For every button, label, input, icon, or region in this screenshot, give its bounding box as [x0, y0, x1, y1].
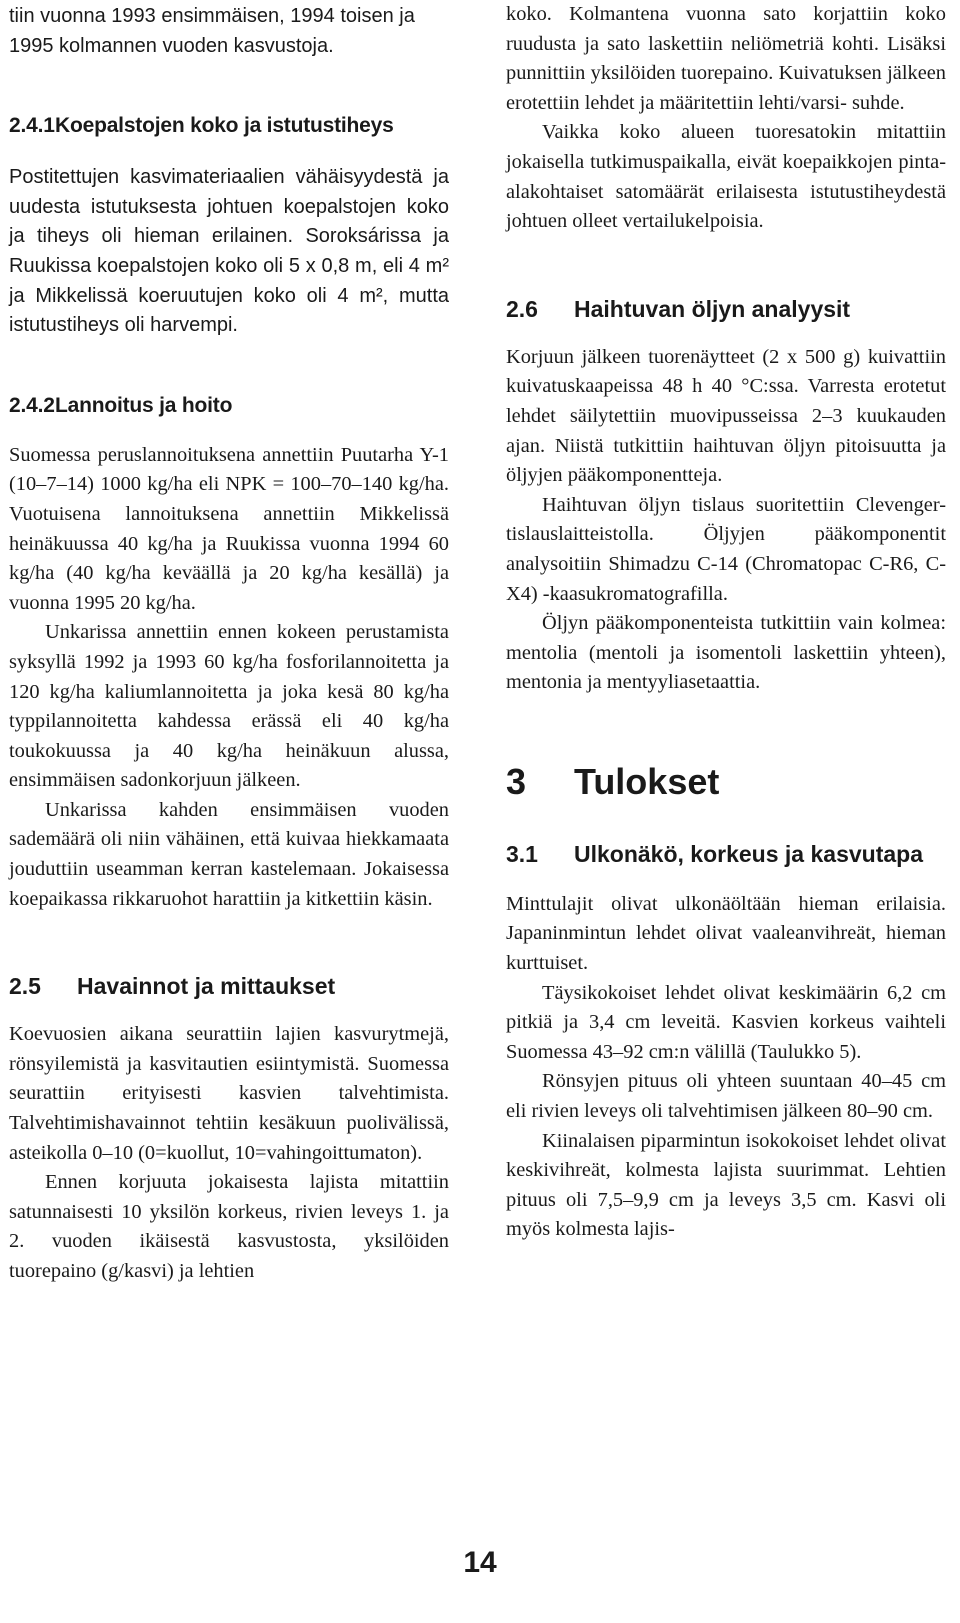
- section-number: 3.1: [506, 840, 538, 867]
- section-title: Haihtuvan öljyn analyysit: [574, 295, 851, 322]
- section-title: Ulkonäkö, korkeus ja kasvutapa: [574, 840, 923, 867]
- section-3-1-heading: [506, 838, 946, 870]
- left-column: [9, 0, 449, 1287]
- chapter-number: 3: [506, 760, 527, 802]
- section-2-5-heading: [9, 970, 449, 1002]
- section-2-4-2-heading: [9, 391, 449, 421]
- section-number: 2.6: [506, 295, 538, 322]
- section-2-4-1-paragraph: Postitettujen kasvimateriaalien vähäisyydestä ja uudesta istutuksesta johtuen koepalstojen koko ja tiheys oli hieman erilainen. Soroksárissa ja Ruukissa koepalstojen koko oli 5 x 0,8 m, eli 4 m² ja Mikkelissä koeruutujen koko oli 4 m², mutta istutustiheys oli harvempi.: [9, 166, 449, 337]
- section-number: 2.4.1: [9, 114, 55, 138]
- section-number: 2.5: [9, 973, 41, 1000]
- right-column: [506, 0, 946, 1245]
- section-2-6-paragraph-1: Korjuun jälkeen tuorenäytteet (2 x 500 g) kuivattiin kuivatuskaapeissa 48 h 40 °C:ssa. Varresta erotetut lehdet säilytettiin muovipusseissa 2–3 kuukauden ajan. Niistä tutkittiin haihtuvan öljyn pitoisuutta ja öljyjen pääkomponentteja.: [506, 345, 946, 487]
- page-number: 14: [463, 1546, 497, 1579]
- section-2-6-paragraph-2: Haihtuvan öljyn tislaus suoritettiin Clevenger-tislauslaitteistolla. Öljyjen pääkomponentit analysoitiin Shimadzu C-14 (Chromatopac C-R6, C-X4) -kaasukromatografilla.: [506, 493, 946, 605]
- section-3-1-paragraph-1: Minttulajit olivat ulkonäöltään hieman erilaisia. Japaninmintun lehdet olivat vaaleanvihreät, hieman kurttuiset.: [506, 892, 946, 975]
- section-2-6-paragraph-3: Öljyn pääkomponenteista tutkittiin vain kolmea: mentolia (mentoli ja isomentoli laskettiin yhteen), mentonia ja mentyyliasetaattia.: [506, 612, 946, 694]
- chapter-title: Tulokset: [574, 760, 720, 802]
- section-3-1-paragraph-4: Kiinalaisen piparmintun isokokoiset lehdet olivat keskivihreät, kolmesta lajista suurimmat. Lehtien pituus oli 7,5–9,9 cm ja leveys 3,5 cm. Kasvi oli myös kolmesta lajis-: [506, 1129, 946, 1241]
- section-3-1-paragraph-3: Rönsyjen pituus oli yhteen suuntaan 40–45 cm eli rivien leveys oli talvehtimisen jälkeen 80–90 cm.: [506, 1070, 946, 1123]
- section-2-5-paragraph-1: Koevuosien aikana seurattiin lajien kasvurytmejä, rönsyilemistä ja kasvitautien esiintymistä. Suomessa seurattiin erityisesti kasvien talvehtimista. Talvehtimishavainnot tehtiin kesäkuun puolivälissä, asteikolla 0–10 (0=kuollut, 10=vahingoittumaton).: [9, 1023, 449, 1164]
- section-title: Koepalstojen koko ja istutustiheys: [55, 114, 394, 138]
- continued-paragraph-2: Vaikka koko alueen tuoresatokin mitattiin jokaisella tutkimuspaikalla, eivät koepaikkojen pinta-alakohtaiset satomäärät erilaisesta istutustiheydestä johtuen olleet vertailukelpoisia.: [506, 121, 946, 233]
- section-2-4-1-heading: [9, 111, 449, 141]
- section-3-1-paragraph-2: Täysikokoiset lehdet olivat keskimäärin 6,2 cm pitkiä ja 3,4 cm leveitä. Kasvien korkeus vaihteli Suomessa 43–92 cm:n välillä (Taulukko 5).: [506, 981, 946, 1063]
- continued-paragraph-1: koko. Kolmantena vuonna sato korjattiin koko ruudusta ja sato laskettiin neliömetriä kohti. Lisäksi punnittiin yksilöiden tuorepaino. Kuivatuksen jälkeen erotettiin lehdet ja määritettiin lehti/varsi- suhde.: [506, 3, 946, 114]
- section-2-5-paragraph-2: Ennen korjuuta jokaisesta lajista mitattiin satunnaisesti 10 yksilön korkeus, rivien leveys 1. ja 2. vuoden ikäisestä kasvustosta, yksilöiden tuorepaino (g/kasvi) ja lehtien: [9, 1171, 449, 1282]
- section-2-4-2-paragraph-2: Unkarissa annettiin ennen kokeen perustamista syksyllä 1992 ja 1993 60 kg/ha fosforilannoitetta ja 120 kg/ha kaliumlannoitetta ja joka kesä 80 kg/ha typpilannoitetta kahdessa erässä eli 40 kg/ha toukokuussa ja 40 kg/ha heinäkuun alussa, ensimmäisen sadonkorjuun jälkeen.: [9, 621, 449, 792]
- section-2-6-heading: [506, 293, 946, 325]
- section-title: Havainnot ja mittaukset: [77, 973, 336, 1000]
- section-number: 2.4.2: [9, 393, 55, 417]
- section-2-4-2-paragraph-1: Suomessa peruslannoituksena annettiin Puutarha Y-1 (10–7–14) 1000 kg/ha eli NPK = 100–70–140 kg/ha. Vuotuisena lannoituksena annettiin Mikkelissä heinäkuussa 40 kg/ha ja Ruukissa vuonna 1994 60 kg/ha (40 kg/ha keväällä ja 20 kg/ha kesällä) ja vuonna 1995 20 kg/ha.: [9, 443, 449, 614]
- intro-paragraph: tiin vuonna 1993 ensimmäisen, 1994 toisen ja 1995 kolmannen vuoden kasvustoja.: [9, 5, 415, 57]
- chapter-3-heading: [506, 760, 946, 804]
- section-2-4-2-paragraph-3: Unkarissa kahden ensimmäisen vuoden sademäärä oli niin vähäinen, että kuivaa hiekkamaata jouduttiin useamman kerran kastelemaan. Jokaisessa koepaikassa rikkaruohot harattiin ja kitkettiin käsin.: [9, 798, 449, 910]
- section-title: Lannoitus ja hoito: [55, 393, 233, 417]
